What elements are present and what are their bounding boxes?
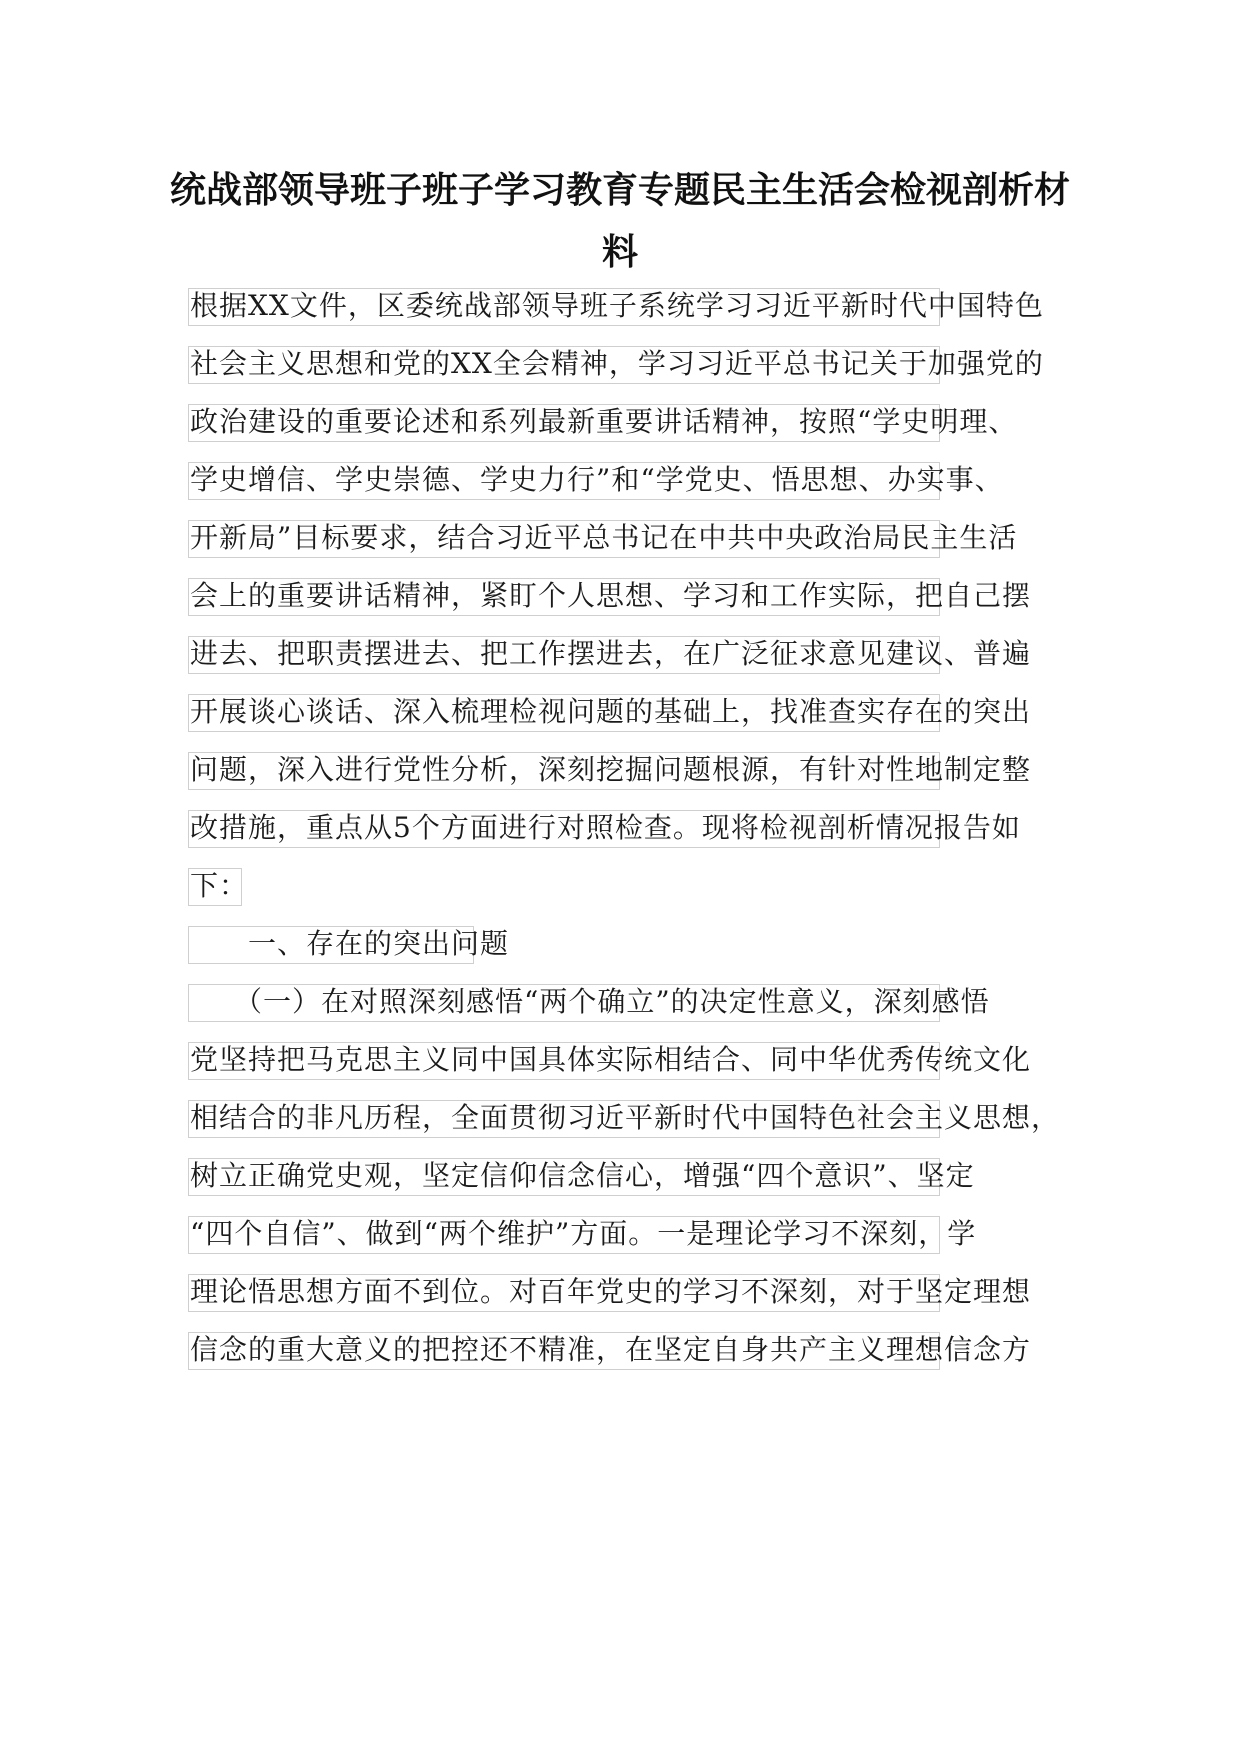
- body-line-text: 进去、把职责摆进去、把工作摆进去，在广泛征求意见建议、普遍: [190, 637, 1032, 670]
- body-line: [188, 406, 1017, 438]
- body-line-text: 理论悟思想方面不到位。对百年党史的学习不深刻，对于坚定理想: [190, 1275, 1032, 1308]
- body-line-text: 党坚持把马克思主义同中国具体实际相结合、同中华优秀传统文化: [190, 1043, 1032, 1076]
- body-line-text: 信念的重大意义的把控还不精准，在坚定自身共产主义理想信念方: [190, 1333, 1032, 1366]
- body-line-text: 改措施，重点从5个方面进行对照检查。现将检视剖析情况报告如: [190, 811, 1021, 844]
- body-line: [188, 464, 1004, 496]
- body-line: [188, 1160, 975, 1192]
- body-line: [188, 870, 248, 902]
- body-line: [188, 1044, 1031, 1076]
- body-line-text: 开展谈心谈话、深入梳理检视问题的基础上，找准查实存在的突出: [190, 695, 1032, 728]
- body-line: [188, 928, 509, 960]
- body-line: [188, 696, 1031, 728]
- body-line: [188, 754, 1031, 786]
- body-line-text: 下：: [190, 869, 249, 902]
- body-line-text: 问题，深入进行党性分析，深刻挖掘问题根源，有针对性地制定整: [190, 753, 1032, 786]
- body-line: [188, 290, 1044, 322]
- body-line: [188, 1102, 1060, 1134]
- document-title-line-1: 统战部领导班子班子学习教育专题民主生活会检视剖析材: [169, 169, 1070, 211]
- body-line-text: 会上的重要讲话精神，紧盯个人思想、学习和工作实际，把自己摆: [190, 579, 1032, 612]
- body-line-text: 一、存在的突出问题: [190, 927, 510, 960]
- body-line: [188, 812, 1021, 844]
- body-line-text: 社会主义思想和党的XX全会精神，学习习近平总书记关于加强党的: [190, 347, 1044, 380]
- body-line-text: 相结合的非凡历程，全面贯彻习近平新时代中国特色社会主义思想，: [190, 1101, 1061, 1134]
- body-line: [188, 580, 1031, 612]
- body-line: [188, 1334, 1031, 1366]
- body-line: [188, 522, 1017, 554]
- body-line-text: （一）在对照深刻感悟“两个确立”的决定性意义，深刻感悟: [190, 985, 990, 1018]
- body-line: [188, 638, 1031, 670]
- body-line-text: 开新局”目标要求，结合习近平总书记在中共中央政治局民主生活: [190, 521, 1018, 554]
- body-line: [188, 986, 990, 1018]
- body-line-text: “四个自信”、做到“两个维护”方面。一是理论学习不深刻，学: [190, 1217, 977, 1250]
- body-line-text: 树立正确党史观，坚定信仰信念信心，增强“四个意识”、坚定: [190, 1159, 975, 1192]
- body-line-text: 政治建设的重要论述和系列最新重要讲话精神，按照“学史明理、: [190, 405, 1018, 438]
- document-title-line-2: 料: [601, 231, 638, 273]
- body-line: [188, 1276, 1031, 1308]
- body-line-text: 学史增信、学史崇德、学史力行”和“学党史、悟思想、办实事、: [190, 463, 1004, 496]
- body-line: [188, 1218, 976, 1250]
- body-line: [188, 348, 1044, 380]
- body-line-text: 根据XX文件，区委统战部领导班子系统学习习近平新时代中国特色: [190, 289, 1044, 322]
